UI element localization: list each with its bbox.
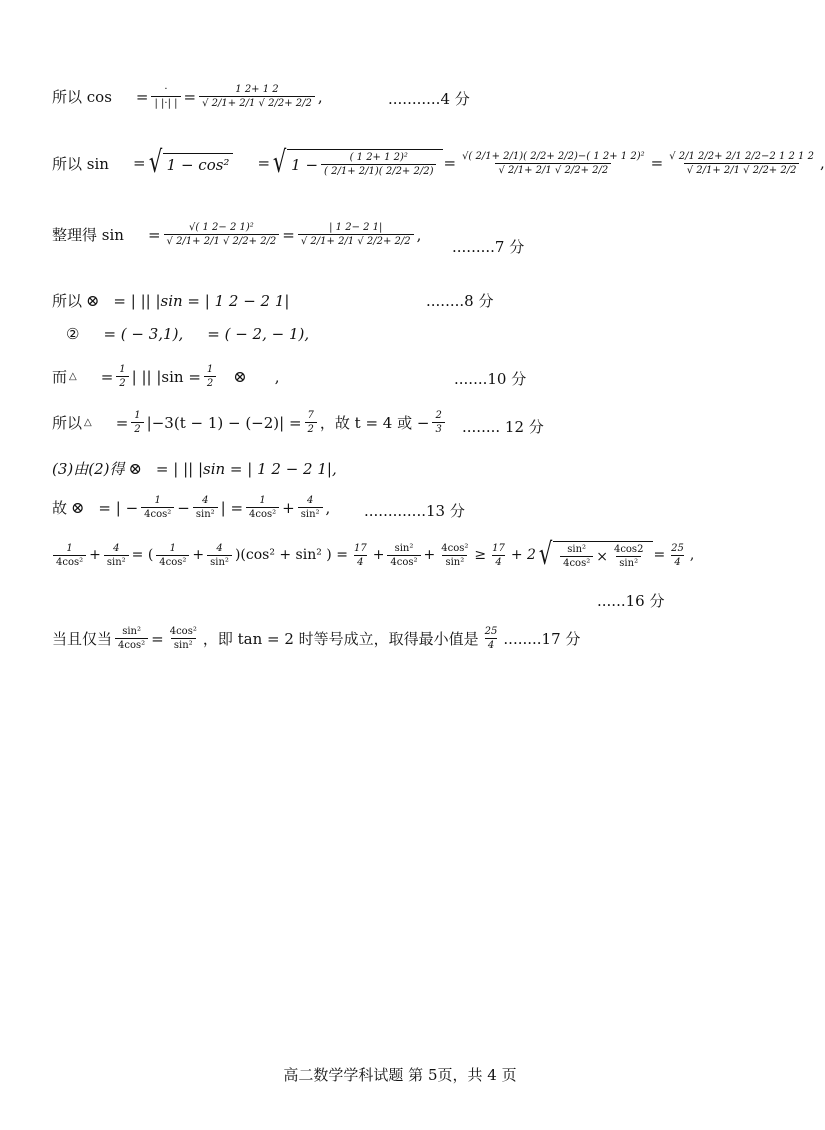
score-17: ........17 分 [503,630,581,648]
expression: | || |sin = [131,367,201,386]
line-12 [52,626,580,651]
line-5 [66,325,309,343]
equals: = [650,154,664,172]
score-12: ........ 12 分 [462,418,544,436]
equals: = [151,629,164,648]
fraction: $\frac{1 2+ 1 2}{√ 2/1+ 2/1 √ 2/2+ 2/2}$ [199,84,315,109]
line-8 [52,458,337,479]
line-2 [52,145,825,180]
expression: = | || |sin = | 1 2 − 2 1|, [155,459,337,478]
fraction: $\frac{25}{4}$ [484,626,498,651]
fraction: $\frac{\text{√( 2/1+ 2/1)( 2/2+ 2/2)−( 1 2+ 1 2)²}}{√ 2/1+ 2/1 √ 2/2+ 2/2}$ [462,150,645,176]
fraction: $\frac{1}{2}$ [204,364,216,389]
punct: , [325,498,331,517]
punct: , [819,154,825,172]
prefix: 所以 [52,292,83,310]
fraction: $\frac{\text{4cos²}}{\text{sin²}}$ [169,626,197,651]
fraction: $\frac{1}{\text{4cos²}}$ [246,495,279,520]
score-7: .........7 分 [452,238,525,256]
plus: + [423,547,436,563]
plus: + [372,547,385,563]
punct: , [689,547,695,563]
plus: + [282,498,295,517]
punct: , [416,225,422,244]
fraction: $\frac{√ 2/1 2/2+ 2/1 2/2-2 1 2 1 2}{√ 2/1+ 2/1 √ 2/2+ 2/2}$ [669,150,814,176]
equals: = [115,413,129,432]
fraction: $\frac{25}{4}$ [671,542,684,568]
score-4: ...........4 分 [388,90,470,108]
expression: )(cos² + sin² ) = [234,547,348,563]
equals: = [147,225,161,244]
expression: = | − [98,498,139,517]
line-6 [52,364,279,389]
line-4 [52,290,289,311]
sqrt: √ 1 − cos² [146,148,234,178]
page-footer: 高二数学学科试题 第 5页，共 4 页 [283,1066,517,1084]
fraction: $\frac{\text{sin²}}{\text{4cos²}}$ [387,543,420,568]
plus: + [192,547,205,563]
sin-label: 整理得 sin [52,226,124,244]
fraction: $\frac{7}{2}$ [305,410,317,435]
prefix: 而 [52,368,68,386]
plus-two: + 2 [510,547,536,563]
fraction: $\frac{1}{\text{4cos²}}$ [156,543,189,568]
otimes-symbol: ⊗ [128,459,142,478]
triangle-symbol: △ [69,371,77,382]
equals: = [653,547,666,563]
result-text: ，故 t = 4 或 − [319,414,430,432]
equals: = [282,225,295,244]
expression: | = [220,498,244,517]
punct: , [274,367,280,386]
line-10 [50,537,695,572]
fraction: $\frac{4}{\text{sin²}}$ [104,543,129,568]
fraction: $\frac{2}{3}$ [432,410,444,435]
otimes-symbol: ⊗ [233,367,247,386]
line-7 [52,410,448,435]
line-3 [52,222,421,247]
score-8: ........8 分 [426,292,494,310]
sqrt: √ $\frac{\text{sin²}}{\text{4cos²}}$ × $\frac{4\cos 2}{\text{sin²}}$ [536,540,653,570]
fraction: $\frac{\text{4cos²}}{\text{sin²}}$ [441,542,469,568]
fraction: $\frac{1}{2}$ [116,364,128,389]
fraction: $\frac{17}{4}$ [492,542,505,568]
score-13: .............13 分 [364,502,465,520]
fraction: $\frac{1}{2}$ [131,410,143,435]
prefix: 故 [52,499,68,517]
equals: = [132,154,146,172]
plus: + [89,547,101,563]
minus: − [177,498,190,517]
fraction: $\frac{\text{√( 1 2− 2 1)²}}{√ 2/1+ 2/1 √ 2/2+ 2/2}$ [164,222,280,247]
fraction: $\frac{4}{\text{sin²}}$ [298,495,323,520]
vector-b: = ( − 2, − 1), [207,325,310,343]
fraction: $\frac{\cdot}{| |\cdot| |}$ [151,84,180,109]
geq: ≥ [474,547,487,563]
equals: = [183,87,197,106]
prefix: 当且仅当 [52,630,113,648]
prefix: 所以 [52,414,83,432]
fraction: $\frac{1}{\text{4cos²}}$ [141,495,174,520]
expression: = | || |sin = | 1 2 − 2 1| [113,291,290,310]
line-1 [52,84,323,109]
sqrt: √ 1 − $\frac{\text{( 1 2+ 1 2)²}}{( 2/1+ 2/1)( 2/2+ 2/2)}$ [270,148,443,178]
equals: = ( [131,547,154,563]
fraction: $\frac{17}{4}$ [353,542,367,568]
score-10: .......10 分 [454,370,527,388]
otimes-symbol: ⊗ [71,498,85,517]
part-3-label: (3)由(2)得 [52,460,125,478]
conclusion-text: ，即 tan = 2 时等号成立，取得最小值是 [202,630,479,648]
line-9 [52,495,330,520]
fraction: $\frac{1}{\text{4cos²}}$ [53,543,86,568]
punct: , [317,87,323,106]
fraction: $\frac{\text{sin²}}{\text{4cos²}}$ [115,626,148,651]
equals: = [443,154,457,172]
expression: |−3(t − 1) − (−2)| = [146,413,302,432]
cos-label: 所以 cos [52,88,112,106]
fraction: $\frac{| 1 2- 2 1|}{√ 2/1+ 2/1 √ 2/2+ 2/2}$ [298,222,414,247]
triangle-symbol: △ [84,417,92,428]
sin-label: 所以 sin [52,154,109,173]
circled-two: ② [66,325,80,343]
equals: = [135,87,149,106]
fraction: $\frac{4}{\text{sin²}}$ [193,495,218,520]
score-16: ......16 分 [597,592,665,610]
equals: = [257,154,271,172]
equals: = [100,367,114,386]
otimes-symbol: ⊗ [86,291,100,310]
fraction: $\frac{4}{\text{sin²}}$ [207,543,232,568]
vector-a: = ( − 3,1), [103,325,184,343]
